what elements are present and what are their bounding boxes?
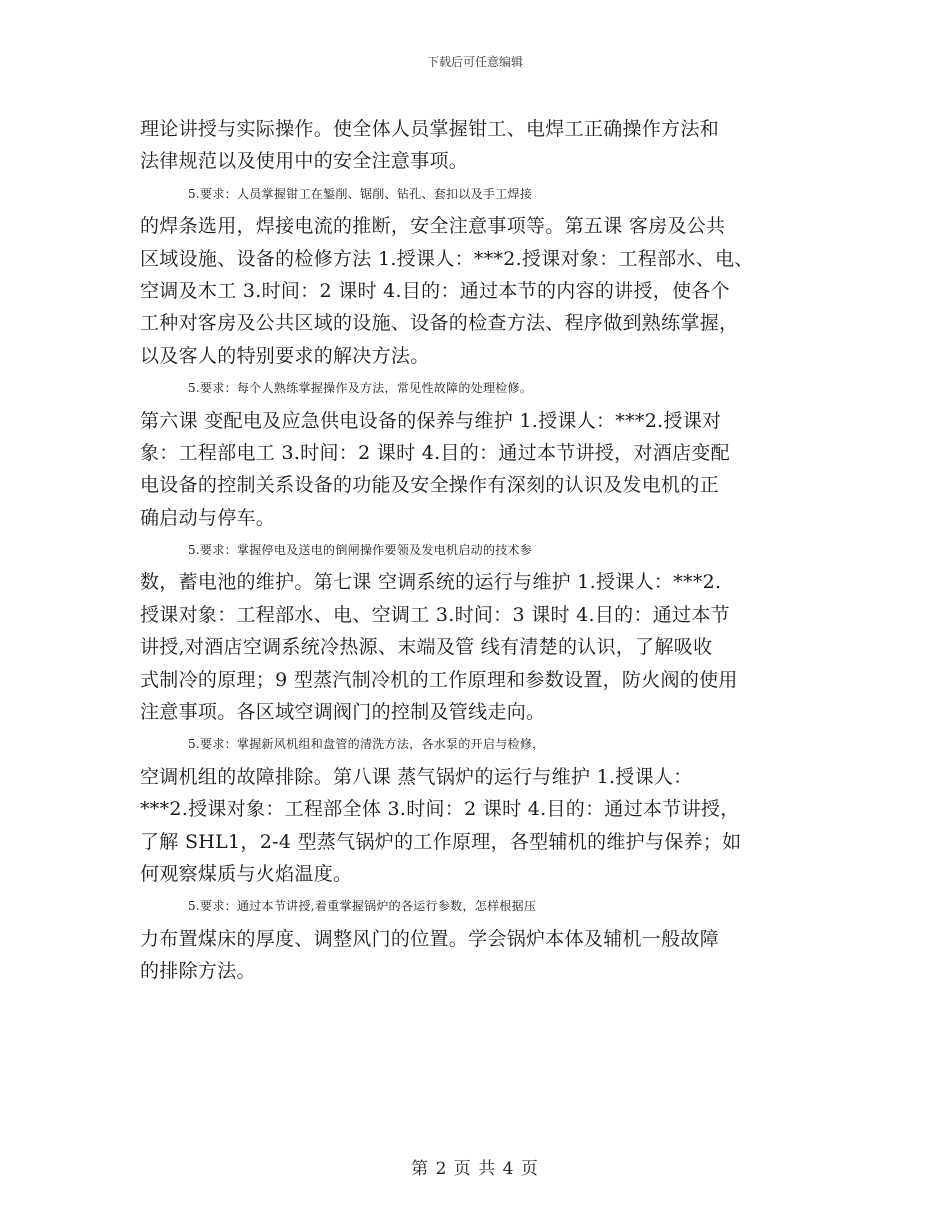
text-line: 5.要求：掌握新风机组和盘管的清洗方法，各水泵的开启与检修，: [188, 737, 545, 752]
text-line: 区域设施、设备的检修方法 1.授课人：***2.授课对象：工程部水、电、: [140, 247, 754, 270]
text-line: 5.要求：人员掌握钳工在錾削、锯削、钻孔、套扣以及手工焊接: [188, 186, 533, 201]
page-footer: 第 2 页 共 4 页: [411, 1159, 539, 1179]
text-line: 法律规范以及使用中的安全注意事项。: [140, 150, 469, 173]
body-text: [140, 113, 830, 988]
text-line: 电设备的控制关系设备的功能及安全操作有深刻的认识及发电机的正: [140, 474, 720, 497]
text-line: 了解 SHL1，2-4 型蒸气锅炉的工作原理，各型辅机的维护与保养；如: [140, 830, 742, 853]
text-line: 注意事项。各区域空调阀门的控制及管线走向。: [140, 701, 546, 724]
text-line: ***2.授课对象：工程部全体 3.时间：2 课时 4.目的：通过本节讲授，: [140, 798, 740, 821]
text-line: 的焊条选用，焊接电流的推断，安全注意事项等。第五课 客房及公共: [140, 215, 726, 238]
text-line: 理论讲授与实际操作。使全体人员掌握钳工、电焊工正确操作方法和: [140, 118, 720, 140]
text-line: 的排除方法。: [140, 960, 256, 983]
text-line: 空调机组的故障排除。第八课 蒸气锅炉的运行与维护 1.授课人：: [140, 765, 693, 788]
text-line: 何观察煤质与火焰温度。: [140, 862, 353, 885]
text-line: 授课对象：工程部水、电、空调工 3.时间：3 课时 4.目的：通过本节: [140, 603, 730, 626]
text-line: 5.要求：掌握停电及送电的倒闸操作要领及发电机启动的技术参: [188, 543, 533, 558]
text-line: 5.要求：每个人熟练掌握操作及方法，常见性故障的处理检修。: [188, 381, 533, 396]
text-line: 5.要求：通过本节讲授,着重掌握锅炉的各运行参数，怎样根据压: [188, 899, 537, 914]
text-line: 空调及木工 3.时间：2 课时 4.目的：通过本节的内容的讲授，使各个: [140, 279, 730, 302]
text-line: 第六课 变配电及应急供电设备的保养与维护 1.授课人：***2.授课对: [140, 409, 722, 432]
text-line: 数，蓄电池的维护。第七课 空调系统的运行与维护 1.授课人：***2.: [140, 571, 722, 594]
text-line: 象：工程部电工 3.时间：2 课时 4.目的：通过本节讲授，对酒店变配: [140, 441, 730, 464]
text-line: 讲授,对酒店空调系统冷热源、末端及管 线有清楚的认识，了解吸收: [140, 636, 713, 659]
page-header: 下载后可任意编辑: [426, 55, 523, 69]
text-line: 以及客人的特别要求的解决方法。: [140, 344, 430, 367]
text-line: 确启动与停车。: [140, 506, 276, 529]
text-line: 式制冷的原理；9 型蒸汽制冷机的工作原理和参数设置，防火阀的使用: [140, 668, 738, 691]
text-line: 力布置煤床的厚度、调整风门的位置。学会锅炉本体及辅机一般故障: [140, 927, 720, 950]
text-line: 工种对客房及公共区域的设施、设备的检查方法、程序做到熟练掌握，: [140, 312, 739, 335]
